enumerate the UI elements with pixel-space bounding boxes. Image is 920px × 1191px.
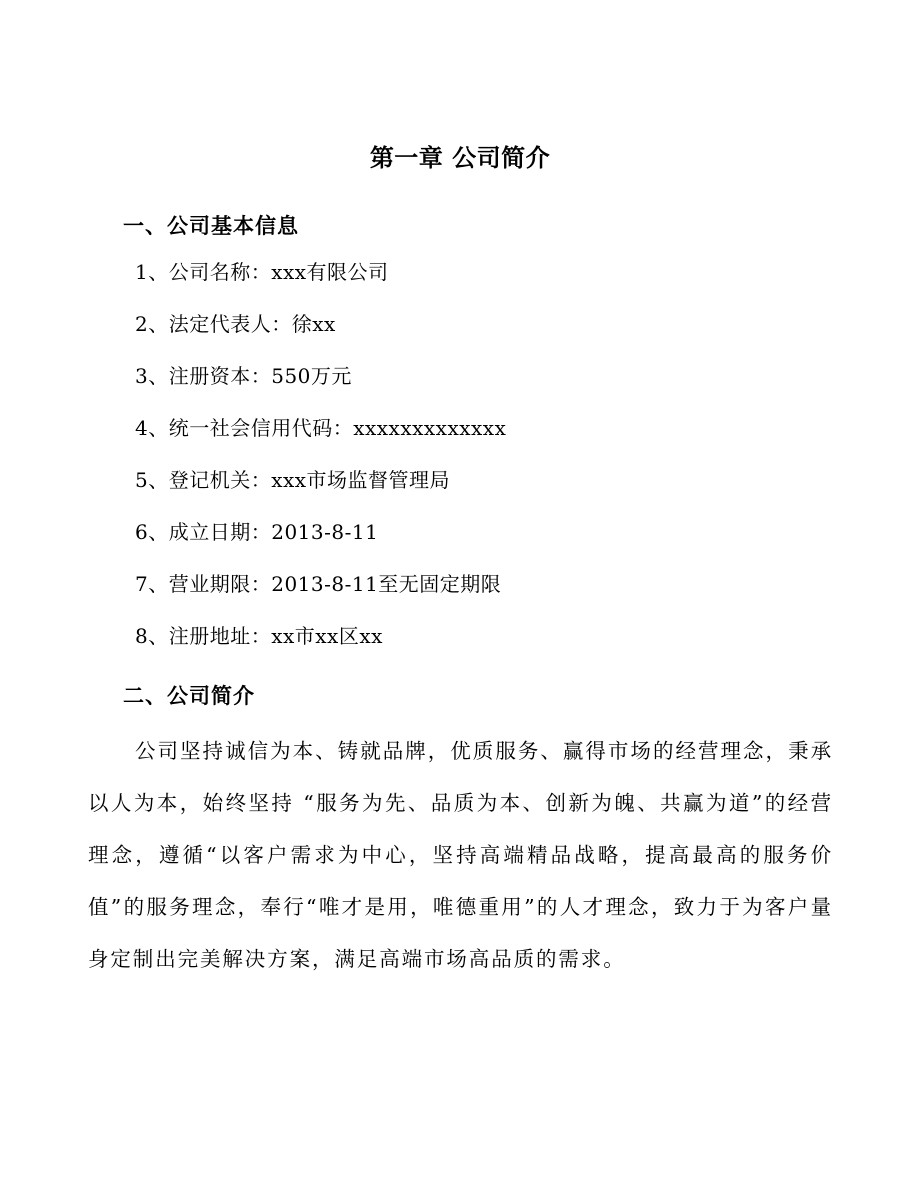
info-item-registration-authority: 5、登记机关：xxx市场监督管理局 bbox=[135, 468, 451, 492]
info-item-business-term: 7、营业期限：2013-8-11至无固定期限 bbox=[135, 572, 502, 596]
company-profile-paragraph: 公司坚持诚信为本、铸就品牌，优质服务、赢得市场的经营理念，秉承以人为本，始终坚持 “服务为先、品质为本、创新为魄、共赢为道”的经营理念，遵循“以客户需求为中心，坚持高端精品战略，提高最高的服务价值”的服务理念，奉行“唯才是用，唯德重用”的人才理念，致力于为客户量身定制出完美解决方案，满足高端市场高品质的需求。 bbox=[88, 739, 833, 971]
section-heading-basic-info: 一、公司基本信息 bbox=[123, 214, 299, 238]
info-item-legal-representative: 2、法定代表人：徐xx bbox=[135, 312, 336, 336]
company-info-list bbox=[135, 255, 506, 671]
chapter-title: 第一章 公司简介 bbox=[369, 144, 551, 172]
info-item-credit-code: 4、统一社会信用代码：xxxxxxxxxxxxx bbox=[135, 416, 507, 440]
info-item-registered-address: 8、注册地址：xx市xx区xx bbox=[135, 624, 383, 648]
info-item-establishment-date: 6、成立日期：2013-8-11 bbox=[135, 520, 379, 544]
section-heading-company-profile: 二、公司简介 bbox=[123, 684, 255, 708]
info-item-company-name: 1、公司名称：xxx有限公司 bbox=[135, 260, 389, 284]
info-item-registered-capital: 3、注册资本：550万元 bbox=[135, 364, 352, 388]
